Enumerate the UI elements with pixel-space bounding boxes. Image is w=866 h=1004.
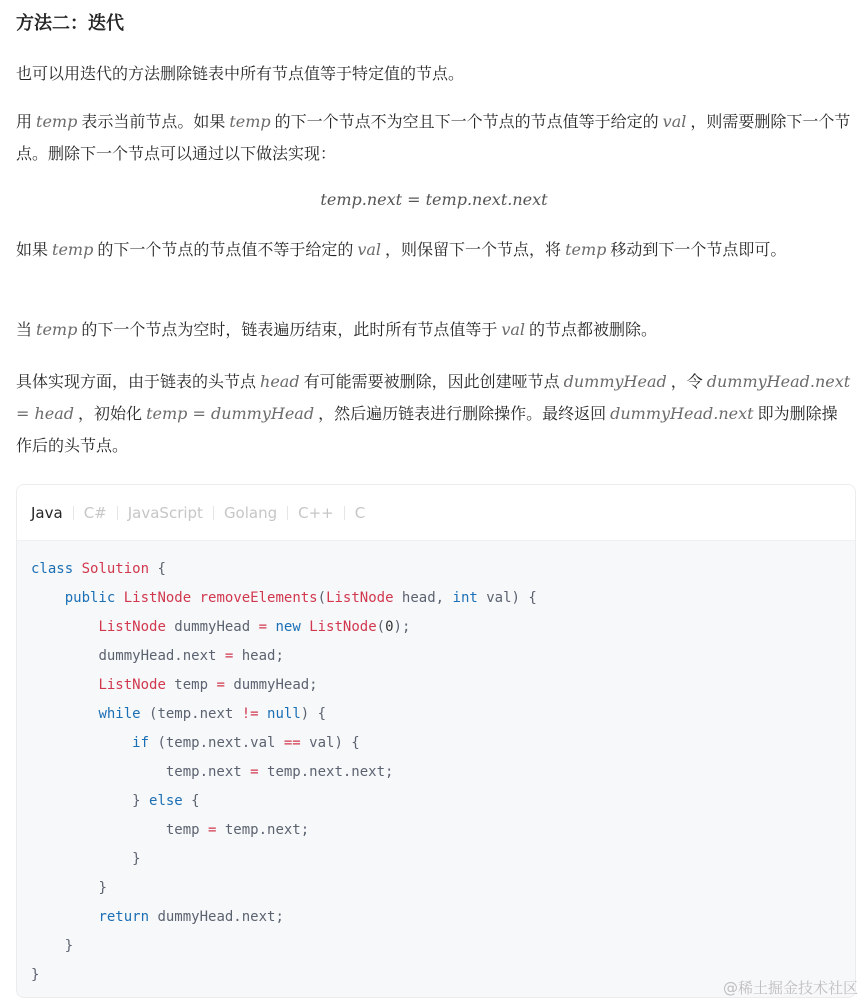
code-line: } else { [132,793,200,809]
code-line: public ListNode removeElements(ListNode head, int val) { [64,590,537,606]
code-line: temp.next = temp.next.next; [165,764,394,780]
code-line: dummyHead.next = head; [98,648,284,664]
code-line: while (temp.next != null) { [98,706,327,722]
code-content [17,541,855,990]
text: 的下一个节点为空时，链表遍历结束，此时所有节点值等于 [81,320,498,339]
text: 的节点都被删除。 [529,320,658,339]
code-line: ListNode dummyHead = new ListNode(0); [98,619,411,635]
text: ，令 [670,372,703,391]
text: 表示当前节点。如果 [81,112,226,131]
code-line: } [31,967,40,983]
section-heading: 方法二：迭代 [16,13,124,34]
code-line: } [64,938,74,954]
math-inline: dummyHead.next = head [16,372,851,423]
code-line: class Solution { [31,561,166,577]
text: 用 [16,112,33,131]
math-display: temp.next = temp.next.next [320,190,548,209]
text: 当 [16,320,33,339]
math-inline: dummyHead [563,372,667,391]
math-inline: temp = dummyHead [146,404,315,423]
math-inline: temp [36,320,78,339]
text: ，然后遍历链表进行删除操作。最终返回 [318,404,607,423]
code-line: } [132,851,141,867]
text: 的下一个节点的节点值不等于给定的 [97,240,354,259]
text: 移动到下一个节点即可。 [610,240,787,259]
tab-cpp[interactable]: C++ [298,503,334,522]
math-inline: temp [565,240,607,259]
text: 如果 [16,240,49,259]
math-inline: temp [52,240,94,259]
text: 有可能需要被删除，因此创建哑节点 [303,372,560,391]
language-tabs [17,485,855,541]
tab-c[interactable]: C [354,503,366,522]
paragraph-3 [16,234,852,266]
math-inline: val [662,112,687,131]
paragraph-4 [16,314,852,346]
math-inline: val [357,240,382,259]
code-line: } [98,880,107,896]
math-inline: dummyHead.next [610,404,754,423]
text: 即为删除操作后的头节点。 [16,404,838,455]
text: ，则需要删除下一个节点。删除下一个节点可以通过以下做法实现： [16,112,851,163]
code-line: temp = temp.next; [165,822,310,838]
tab-golang[interactable]: Golang [223,503,278,522]
paragraph-5 [16,366,852,462]
text: 具体实现方面，由于链表的头节点 [16,372,257,391]
tab-javascript[interactable]: JavaScript [127,503,203,522]
math-inline: temp [36,112,78,131]
math-inline: val [501,320,526,339]
paragraph-1: 也可以用迭代的方法删除链表中所有节点值等于特定值的节点。 [16,64,465,83]
text: ，则保留下一个节点，将 [385,240,562,259]
paragraph-2 [16,106,852,170]
code-line: return dummyHead.next; [98,909,284,925]
math-inline: head [260,372,300,391]
code-line: ListNode temp = dummyHead; [98,677,318,693]
watermark: @稀土掘金技术社区 [722,979,858,997]
tab-java[interactable]: Java [31,503,63,522]
code-block [16,484,856,998]
tab-csharp[interactable]: C# [83,503,107,522]
code-line: if (temp.next.val == val) { [132,735,360,751]
math-inline: temp [229,112,271,131]
text: ，初始化 [78,404,143,423]
text: 的下一个节点不为空且下一个节点的节点值等于给定的 [274,112,659,131]
